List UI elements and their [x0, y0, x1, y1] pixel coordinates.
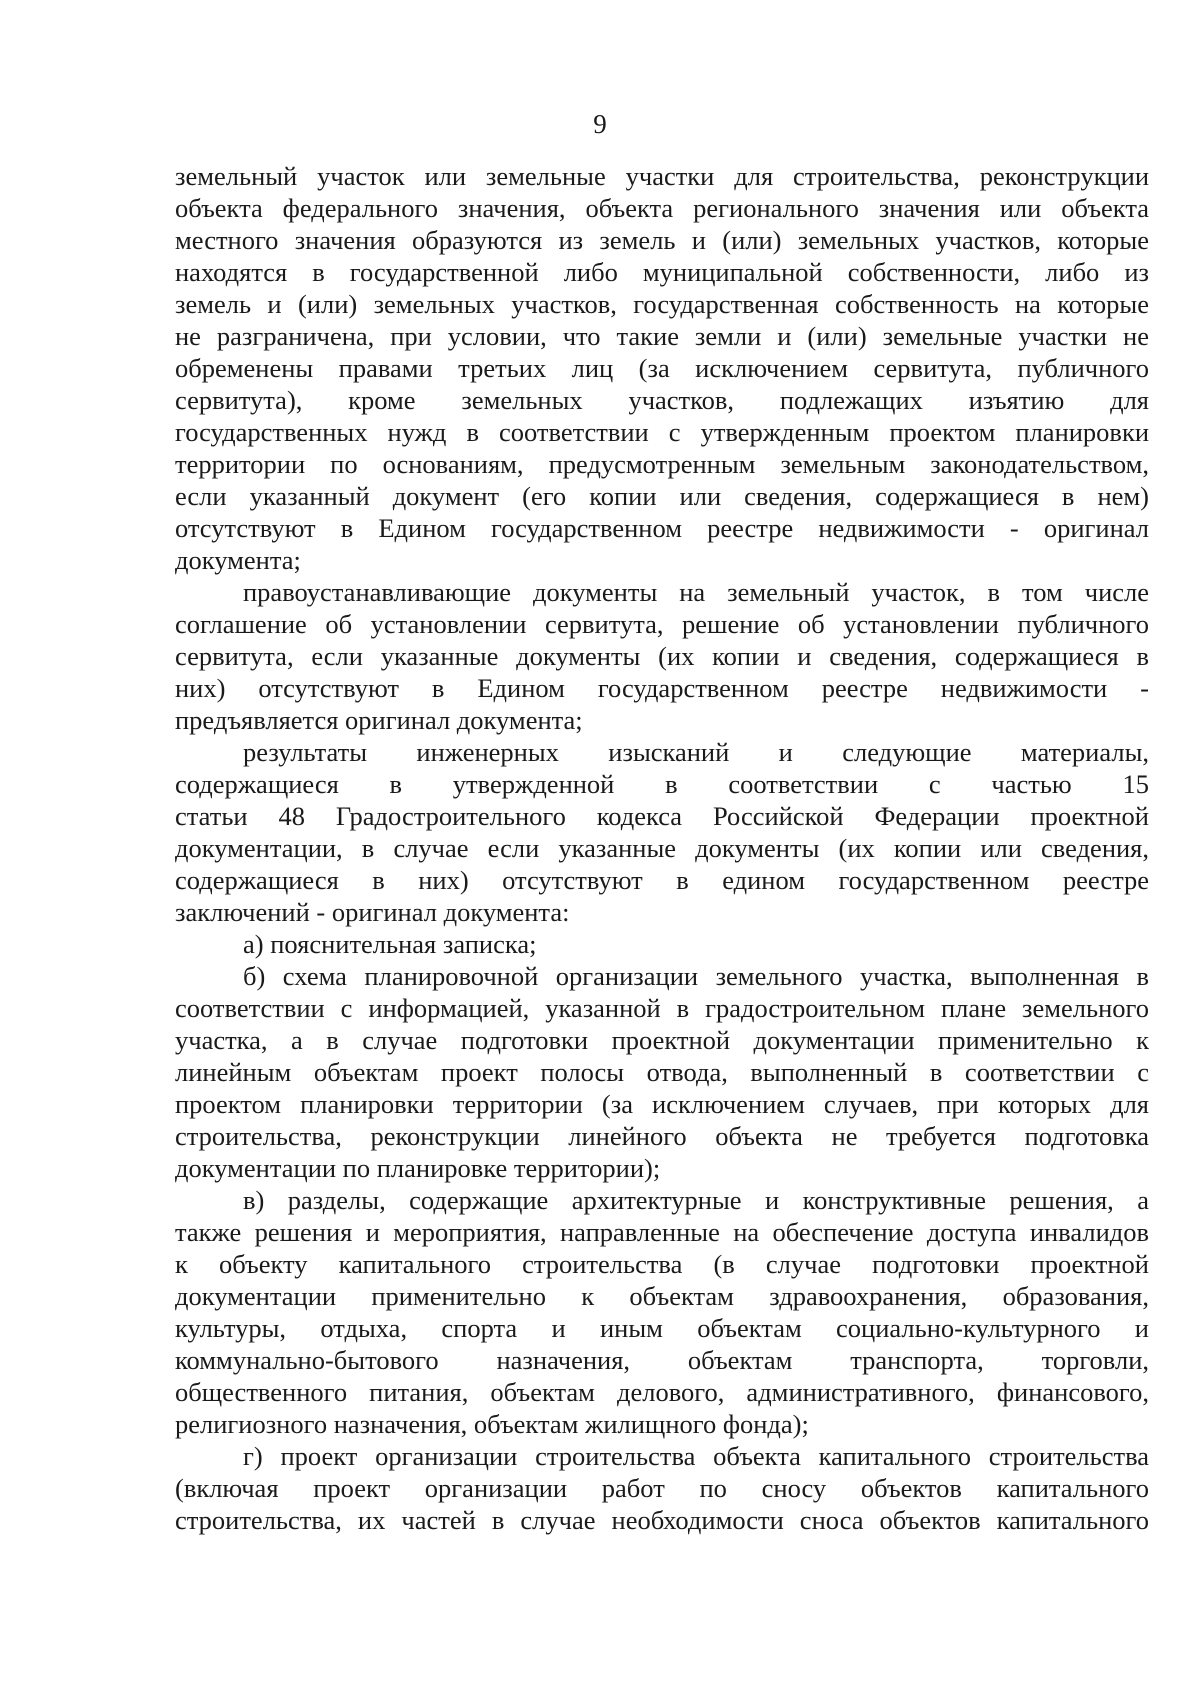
text-line: проектом планировки территории (за исключением случаев, при которых для: [175, 1089, 1149, 1119]
text-line: линейным объектам проект полосы отвода, выполненный в соответствии с: [175, 1057, 1149, 1087]
text-line: государственных нужд в соответствии с утвержденным проектом планировки: [175, 417, 1149, 447]
text-line: документации применительно к объектам здравоохранения, образования,: [175, 1281, 1149, 1311]
page-number: 9: [593, 109, 607, 139]
paragraph-title-documents: [175, 576, 1149, 736]
text-line: правоустанавливающие документы на земельный участок, в том числе: [243, 577, 1149, 607]
text-line: предъявляется оригинал документа;: [175, 705, 583, 735]
text-line: (включая проект организации работ по сносу объектов капитального: [175, 1473, 1149, 1503]
list-item-a: [175, 928, 1149, 960]
text-line: б) схема планировочной организации земельного участка, выполненная в: [243, 961, 1149, 991]
text-line: обременены правами третьих лиц (за исключением сервитута, публичного: [175, 353, 1149, 383]
text-line: объекта федерального значения, объекта регионального значения или объекта: [175, 193, 1149, 223]
text-line: статьи 48 Градостроительного кодекса Российской Федерации проектной: [175, 801, 1149, 831]
text-line: них) отсутствуют в Едином государственном реестре недвижимости -: [175, 673, 1149, 703]
text-line: строительства, реконструкции линейного объекта не требуется подготовка: [175, 1121, 1149, 1151]
list-item-v: [175, 1184, 1149, 1440]
list-item-b: [175, 960, 1149, 1184]
paragraph-engineering-surveys: [175, 736, 1149, 928]
text-line: заключений - оригинал документа:: [175, 897, 570, 927]
text-line: содержащиеся в них) отсутствуют в едином государственном реестре: [175, 865, 1149, 895]
text-line: соглашение об установлении сервитута, решение об установлении публичного: [175, 609, 1149, 639]
text-line: в) разделы, содержащие архитектурные и конструктивные решения, а: [243, 1185, 1149, 1215]
text-line: религиозного назначения, объектам жилищного фонда);: [175, 1409, 809, 1439]
text-line: также решения и мероприятия, направленные на обеспечение доступа инвалидов: [175, 1217, 1149, 1247]
text-line: если указанный документ (его копии или сведения, содержащиеся в нем): [175, 481, 1149, 511]
text-line: земель и (или) земельных участков, государственная собственность на которые: [175, 289, 1149, 319]
text-line: документации, в случае если указанные документы (их копии или сведения,: [175, 833, 1149, 863]
text-line: находятся в государственной либо муниципальной собственности, либо из: [175, 257, 1149, 287]
text-line: участка, а в случае подготовки проектной документации применительно к: [175, 1025, 1149, 1055]
document-body: [175, 160, 1149, 1536]
text-line: территории по основаниям, предусмотренным земельным законодательством,: [175, 449, 1149, 479]
text-line: документации по планировке территории);: [175, 1153, 661, 1183]
text-line: строительства, их частей в случае необходимости сноса объектов капитального: [175, 1505, 1149, 1535]
text-line: г) проект организации строительства объекта капитального строительства: [243, 1441, 1149, 1471]
text-line: к объекту капитального строительства (в случае подготовки проектной: [175, 1249, 1149, 1279]
text-line: сервитута, если указанные документы (их копии и сведения, содержащиеся в: [175, 641, 1149, 671]
paragraph-continued: [175, 160, 1149, 576]
text-line: земельный участок или земельные участки для строительства, реконструкции: [175, 161, 1149, 191]
text-line: не разграничена, при условии, что такие земли и (или) земельные участки не: [175, 321, 1149, 351]
text-line: коммунально-бытового назначения, объектам транспорта, торговли,: [175, 1345, 1149, 1375]
text-line: документа;: [175, 545, 301, 575]
text-line: местного значения образуются из земель и (или) земельных участков, которые: [175, 225, 1149, 255]
text-line: содержащиеся в утвержденной в соответствии с частью 15: [175, 769, 1149, 799]
text-line: соответствии с информацией, указанной в градостроительном плане земельного: [175, 993, 1149, 1023]
text-line: общественного питания, объектам делового, административного, финансового,: [175, 1377, 1149, 1407]
text-line: а) пояснительная записка;: [243, 929, 537, 959]
text-line: отсутствуют в Едином государственном реестре недвижимости - оригинал: [175, 513, 1149, 543]
text-line: результаты инженерных изысканий и следующие материалы,: [243, 737, 1149, 767]
text-line: культуры, отдыха, спорта и иным объектам социально-культурного и: [175, 1313, 1149, 1343]
list-item-g: [175, 1440, 1149, 1536]
text-line: сервитута), кроме земельных участков, подлежащих изъятию для: [175, 385, 1149, 415]
